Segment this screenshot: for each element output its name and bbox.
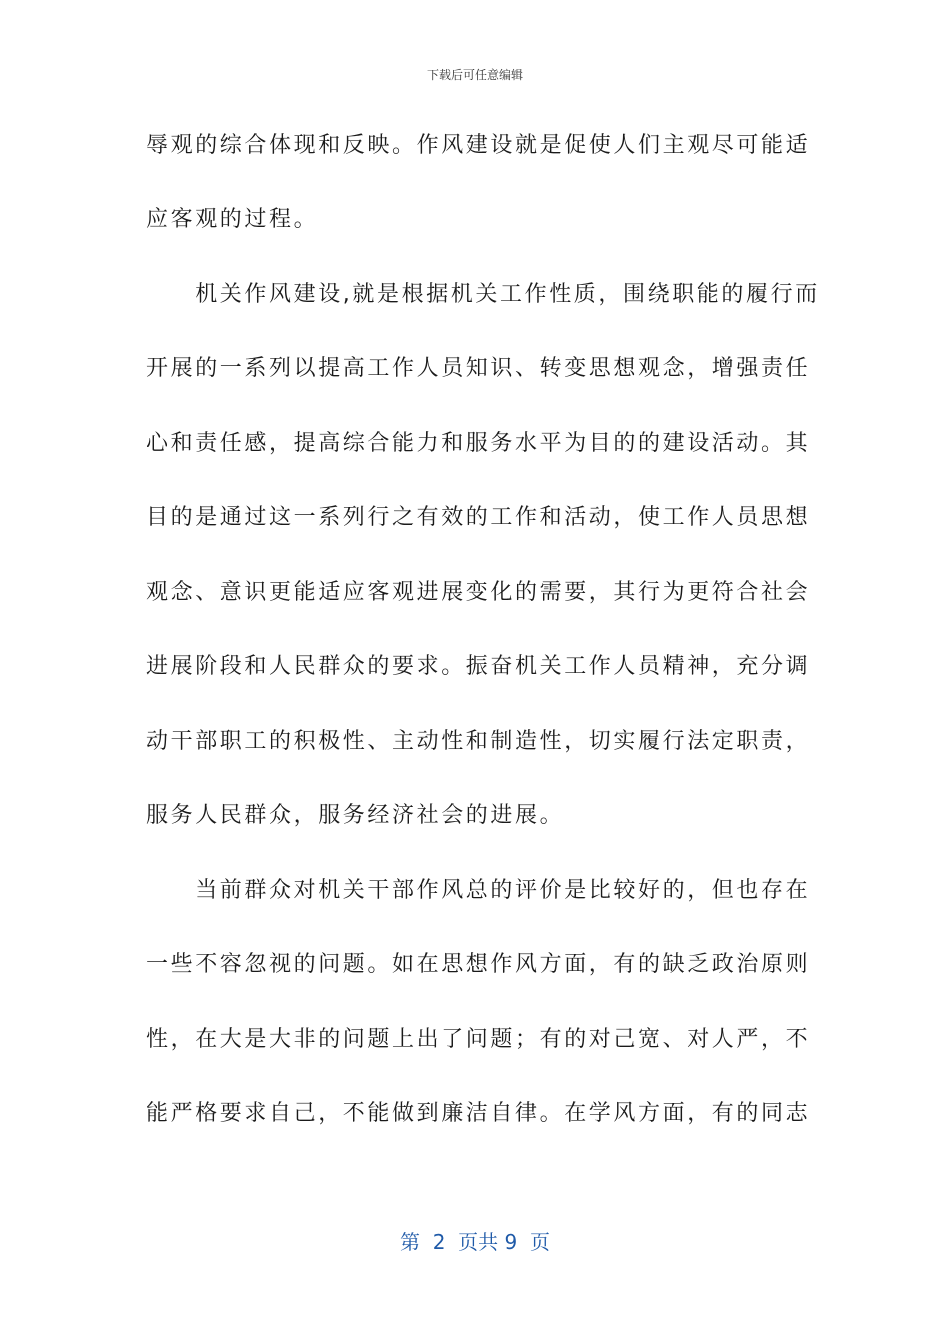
text-line: 当前群众对机关干部作风总的评价是比较好的，但也存在 [146, 878, 811, 903]
text-line: 能严格要求自己，不能做到廉洁自律。在学风方面，有的同志 [146, 1101, 811, 1126]
text-line: 机关作风建设,就是根据机关工作性质，围绕职能的履行而 [146, 282, 820, 307]
text-line: 辱观的综合体现和反映。作风建设就是促使人们主观尽可能适 [146, 133, 811, 158]
page-header: 下载后可任意编辑 [426, 68, 523, 82]
text-line: 进展阶段和人民群众的要求。振奋机关工作人员精神，充分调 [146, 654, 811, 679]
text-line: 性，在大是大非的问题上出了问题；有的对己宽、对人严，不 [146, 1027, 811, 1052]
text-line: 服务人民群众，服务经济社会的进展。 [146, 803, 565, 828]
text-line: 动干部职工的积极性、主动性和制造性，切实履行法定职责， [146, 729, 811, 754]
text-line: 一些不容忽视的问题。如在思想作风方面，有的缺乏政治原则 [146, 952, 811, 977]
text-line: 应客观的过程。 [146, 207, 319, 232]
page-number-footer: 第 2 页共 9 页 [400, 1230, 550, 1254]
text-line: 观念、意识更能适应客观进展变化的需要，其行为更符合社会 [146, 580, 811, 605]
text-line: 心和责任感，提高综合能力和服务水平为目的的建设活动。其 [146, 431, 811, 456]
text-line: 开展的一系列以提高工作人员知识、转变思想观念，增强责任 [146, 356, 811, 381]
text-line: 目的是通过这一系列行之有效的工作和活动，使工作人员思想 [146, 505, 811, 530]
